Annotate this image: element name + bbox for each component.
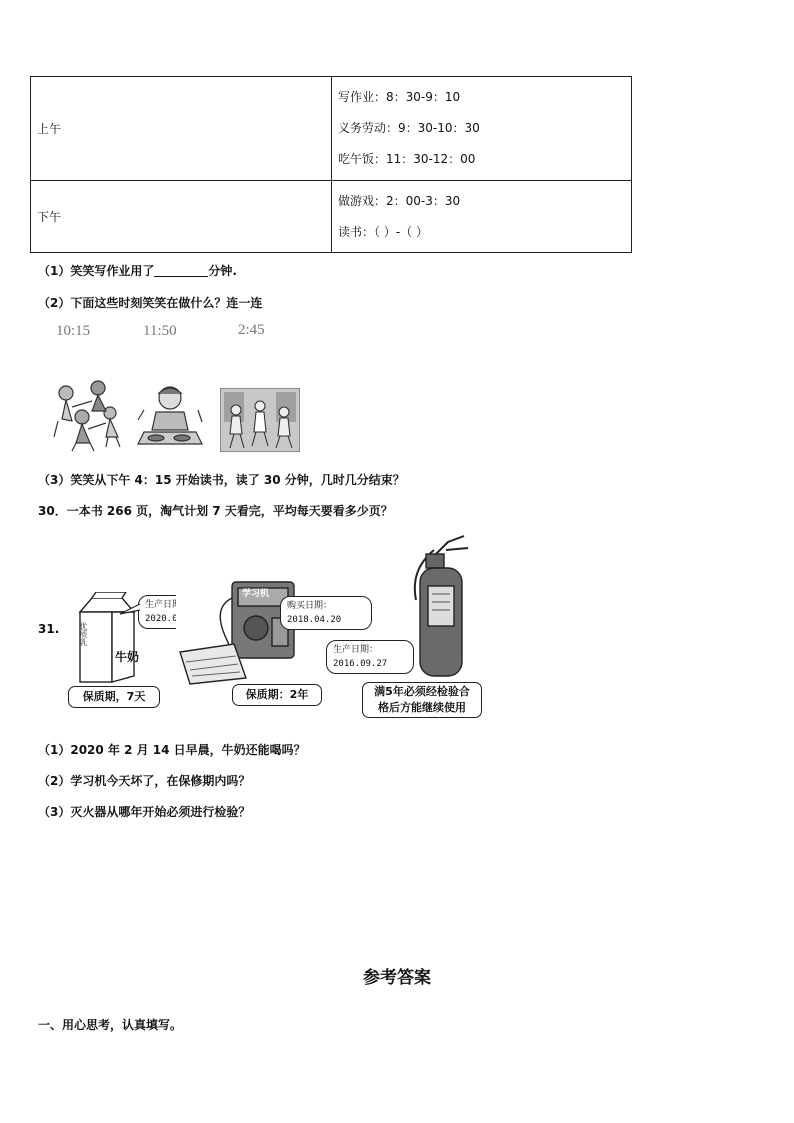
girl-eating-image bbox=[136, 380, 204, 452]
device-label: 学习机 bbox=[242, 589, 270, 599]
schedule-table bbox=[30, 76, 632, 253]
milk-carton-side-text: 优质乳 bbox=[79, 622, 88, 646]
bubble-pointer bbox=[118, 600, 142, 616]
schedule-row-morning bbox=[31, 77, 632, 181]
extinguisher-date-bubble bbox=[326, 640, 414, 674]
time-label: 11:50 bbox=[143, 323, 177, 339]
morning-items-cell bbox=[332, 77, 632, 181]
schedule-item: 吃午饭：11：30-12：00 bbox=[338, 152, 476, 166]
milk-date-title: 生产日期： bbox=[145, 600, 191, 610]
q30-text: 30．一本书 266 页，淘气计划 7 天看完，平均每天要看多少页？ bbox=[38, 504, 393, 518]
learning-machine-image bbox=[176, 578, 302, 686]
schedule-item: 义务劳动：9：30-10：30 bbox=[338, 121, 480, 135]
extinguisher-note-tag bbox=[362, 682, 482, 718]
children-playing-image bbox=[220, 388, 300, 452]
time-label: 10:15 bbox=[56, 323, 91, 339]
q31-question: （1）2020 年 2 月 14 日早晨，牛奶还能喝吗？ bbox=[38, 743, 306, 757]
milk-shelf-life-tag: 保质期，7天 bbox=[68, 686, 160, 708]
device-date-bubble bbox=[280, 596, 372, 630]
morning-label: 上午 bbox=[31, 77, 332, 181]
q31-number: 31. bbox=[38, 622, 60, 636]
fire-extinguisher-image bbox=[406, 530, 470, 682]
extinguisher-note-line: 满5年必须经检验合 bbox=[374, 685, 470, 698]
afternoon-items-cell bbox=[332, 181, 632, 253]
schedule-item: 做游戏：2：00-3：30 bbox=[338, 193, 461, 208]
answer-section-heading: 一、用心思考，认真填写。 bbox=[38, 1018, 183, 1032]
extinguisher-date-title: 生产日期： bbox=[333, 645, 379, 655]
extinguisher-note-line: 格后方能继续使用 bbox=[378, 701, 466, 714]
device-shelf-life-tag: 保质期：2年 bbox=[232, 684, 322, 706]
q31-question: （3）灭火器从哪年开始必须进行检验？ bbox=[38, 805, 251, 819]
q29-part1-prefix: （1）笑笑写作业用了 bbox=[38, 264, 155, 278]
afternoon-label: 下午 bbox=[31, 181, 332, 253]
schedule-item: 读书：（ ）-（ ） bbox=[338, 224, 428, 239]
milk-date: 2020.02.05 bbox=[145, 614, 200, 624]
answer-blank[interactable] bbox=[154, 264, 208, 277]
schedule-item: 写作业：8：30-9：10 bbox=[338, 90, 461, 104]
q29-part3: （3）笑笑从下午 4：15 开始读书，读了 30 分钟，几时几分结束？ bbox=[38, 473, 405, 487]
q29-part2: （2）下面这些时刻笑笑在做什么？连一连 bbox=[38, 296, 263, 310]
extinguisher-date: 2016.09.27 bbox=[333, 659, 388, 669]
answer-section-title: 参考答案 bbox=[363, 968, 431, 988]
device-date-title: 购买日期： bbox=[287, 601, 333, 611]
children-working-image bbox=[52, 377, 126, 453]
q29-part1 bbox=[38, 262, 237, 279]
q31-question: （2）学习机今天坏了，在保修期内吗？ bbox=[38, 774, 251, 788]
time-label: 2:45 bbox=[238, 322, 265, 338]
q29-part1-suffix: 分钟. bbox=[208, 264, 237, 278]
schedule-row-afternoon bbox=[31, 181, 632, 253]
milk-label: 牛奶 bbox=[115, 650, 140, 664]
device-date: 2018.04.20 bbox=[287, 615, 342, 625]
